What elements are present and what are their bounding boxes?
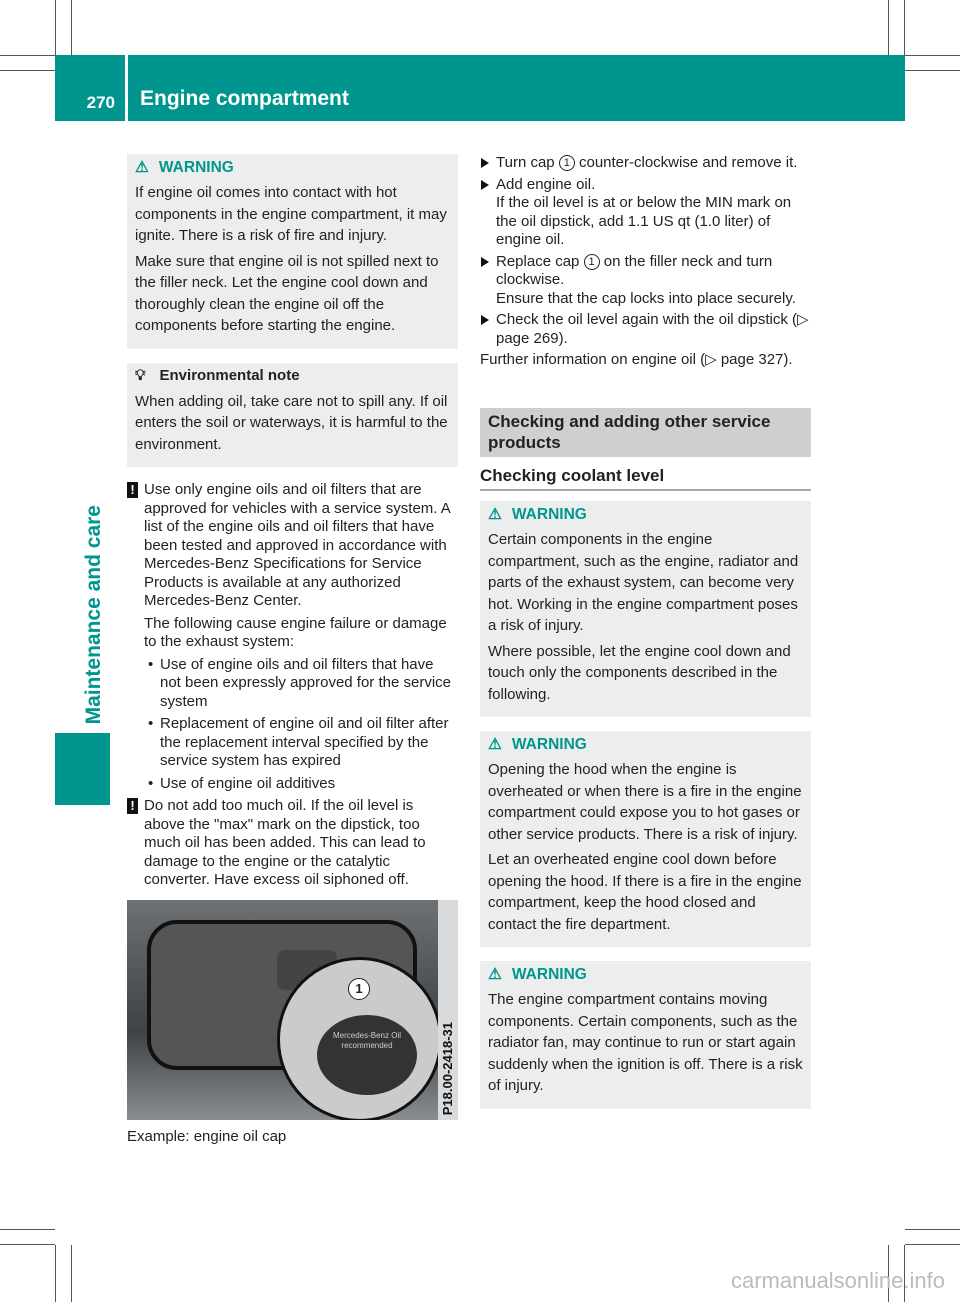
subsection-heading: Checking coolant level — [480, 467, 811, 492]
left-column — [127, 154, 458, 1146]
warning-icon: ⚠ — [488, 735, 502, 753]
list-item: • Use of engine oil additives — [144, 775, 458, 794]
image-code-strip — [438, 900, 458, 1120]
page-title: Engine compartment — [128, 55, 905, 121]
crop-mark — [888, 0, 905, 55]
further-info-link[interactable]: Further information on engine oil (▷ page 327). — [480, 351, 793, 368]
warning-box — [480, 501, 811, 717]
list-item: • Use of engine oils and oil filters that have not been expressly approved for the service system — [144, 656, 458, 712]
warning-box — [480, 731, 811, 947]
warning-icon: ⚠ — [488, 965, 502, 983]
watermark: carmanualsonline.info — [730, 1268, 945, 1293]
callout-ref: 1 — [584, 254, 600, 270]
callout-ref: 1 — [559, 155, 575, 171]
crop-mark — [905, 55, 960, 71]
image-code: P18.00-2418-31 — [440, 1022, 455, 1116]
lightbulb-icon: 💡︎ — [135, 367, 146, 385]
warning-icon: ⚠ — [135, 158, 149, 176]
notice-icon: ! — [127, 798, 138, 814]
warning-text: Let an overheated engine cool down before opening the hood. If there is a fire in the engine compartment, keep the hood closed and contact the fire department. — [488, 851, 802, 933]
side-tab-label: Maintenance and care — [82, 505, 105, 725]
warning-text: Certain components in the engine compartment, such as the engine, radiator and parts of the exhaust system, can become very hot. Working in the engine compartment poses a risk of injury. — [488, 531, 799, 634]
crop-mark — [905, 1229, 960, 1245]
cap-text: Mercedes-Benz Oil — [332, 1030, 402, 1040]
warning-box — [480, 961, 811, 1109]
crop-mark — [55, 1245, 72, 1302]
warning-icon: ⚠ — [488, 505, 502, 523]
warning-text: Make sure that engine oil is not spilled next to the filler neck. Let the engine cool down and thoroughly clean the engine oil off the components before starting the engine. — [135, 252, 439, 334]
env-title: Environmental note — [159, 367, 300, 385]
page-link[interactable]: Check the oil level again with the oil dipstick (▷ page 269). — [496, 311, 809, 347]
crop-mark — [55, 0, 72, 55]
step — [480, 311, 811, 348]
warning-title: WARNING — [511, 505, 587, 523]
crop-mark — [0, 55, 55, 71]
notice-icon: ! — [127, 482, 138, 498]
warning-text: Where possible, let the engine cool down and touch only the components described in the following. — [488, 642, 791, 703]
side-tab-marker — [55, 733, 110, 805]
env-text: When adding oil, take care not to spill any. If oil enters the soil or waterways, it is harmful to the environment. — [135, 392, 448, 453]
image-caption: Example: engine oil cap — [127, 1127, 287, 1145]
notice-text: Do not add too much oil. If the oil level is above the "max" mark on the dipstick, too much oil has been added. This can lead to damage to the engine or the catalytic converter. Have excess oil siphoned off. — [144, 797, 426, 888]
page-number: 270 — [55, 55, 125, 121]
list-item: • Replacement of engine oil and oil filter after the replacement interval specified by the service system has expired — [144, 715, 458, 771]
step: Replace cap 1 on the filler neck and turn clockwise. Ensure that the cap locks into place securely. — [480, 253, 811, 309]
warning-text: The engine compartment contains moving components. Certain components, such as the radiator fan, may continue to run or start again suddenly when the ignition is off. There is a risk of injury. — [488, 991, 803, 1094]
step: Add engine oil. If the oil level is at or below the MIN mark on the oil dipstick, add 1.1 US qt (1.0 liter) of engine oil. — [480, 176, 811, 250]
callout-1: 1 — [348, 978, 370, 1000]
warning-text: Opening the hood when the engine is overheated or when there is a fire in the engine compartment could expose you to hot gases or other service products. There is a risk of injury. — [488, 761, 802, 843]
section-heading: Checking and adding other service products — [480, 408, 811, 457]
crop-mark — [0, 1229, 55, 1245]
notice-text: The following cause engine failure or damage to the exhaust system: — [144, 614, 447, 650]
cap-text: recommended — [341, 1040, 393, 1050]
warning-text: If engine oil comes into contact with hot components in the engine compartment, it may ignite. There is a risk of fire and injury. — [135, 184, 447, 244]
warning-title: WARNING — [511, 965, 587, 983]
notice-text: Use only engine oils and oil filters that are approved for vehicles with a service system. A list of the engine oils and oil filters that have been tested and approved in accordance with Mercedes-Benz Specifications for Service Products is available at any authorized Mercedes-Benz Center. — [144, 481, 450, 609]
warning-title: WARNING — [511, 735, 587, 753]
environmental-note — [127, 363, 458, 468]
step: Turn cap 1 counter-clockwise and remove it. — [480, 154, 811, 173]
warning-title: WARNING — [158, 158, 234, 176]
warning-box — [127, 154, 458, 349]
engine-oil-cap-image — [127, 900, 458, 1120]
right-column — [480, 154, 811, 1123]
